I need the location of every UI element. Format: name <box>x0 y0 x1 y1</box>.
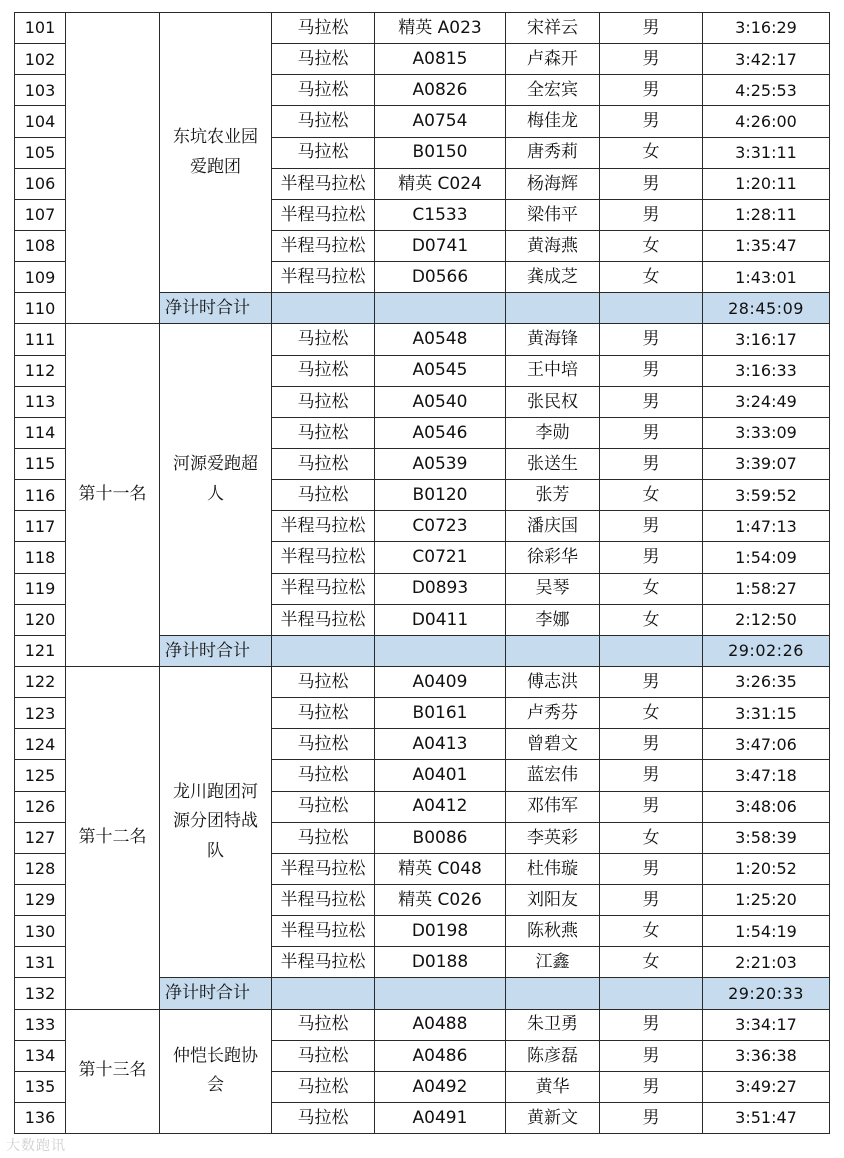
gender-cell: 女 <box>600 230 703 261</box>
runner-name-cell: 全宏宾 <box>506 75 600 106</box>
bib-cell: C1533 <box>375 199 506 230</box>
subtotal-empty-cell <box>506 293 600 324</box>
gender-cell: 男 <box>600 760 703 791</box>
subtotal-label-cell: 净计时合计 <box>160 635 272 666</box>
table-row <box>15 13 830 44</box>
runner-name-cell: 陈秋燕 <box>506 916 600 947</box>
finish-time-cell: 1:28:11 <box>703 199 830 230</box>
gender-cell: 男 <box>600 324 703 355</box>
runner-name-cell: 张送生 <box>506 448 600 479</box>
finish-time-cell: 2:21:03 <box>703 947 830 978</box>
gender-cell: 男 <box>600 199 703 230</box>
finish-time-cell: 2:12:50 <box>703 604 830 635</box>
runner-name-cell: 刘阳友 <box>506 884 600 915</box>
runner-name-cell: 吴琴 <box>506 573 600 604</box>
runner-name-cell: 李英彩 <box>506 822 600 853</box>
finish-time-cell: 3:48:06 <box>703 791 830 822</box>
row-number-cell: 104 <box>15 106 66 137</box>
finish-time-cell: 3:59:52 <box>703 480 830 511</box>
runner-name-cell: 杨海辉 <box>506 168 600 199</box>
runner-name-cell: 邓伟军 <box>506 791 600 822</box>
bib-cell: D0566 <box>375 262 506 293</box>
bib-cell: B0086 <box>375 822 506 853</box>
row-number-cell: 129 <box>15 884 66 915</box>
bib-cell: A0492 <box>375 1071 506 1102</box>
row-number-cell: 113 <box>15 386 66 417</box>
event-cell: 马拉松 <box>272 13 375 44</box>
rank-cell: 第十三名 <box>66 1009 160 1134</box>
finish-time-cell: 3:51:47 <box>703 1102 830 1133</box>
gender-cell: 女 <box>600 262 703 293</box>
event-cell: 马拉松 <box>272 480 375 511</box>
row-number-cell: 103 <box>15 75 66 106</box>
row-number-cell: 110 <box>15 293 66 324</box>
row-number-cell: 121 <box>15 635 66 666</box>
runner-name-cell: 蓝宏伟 <box>506 760 600 791</box>
event-cell: 半程马拉松 <box>272 168 375 199</box>
row-number-cell: 127 <box>15 822 66 853</box>
row-number-cell: 135 <box>15 1071 66 1102</box>
bib-cell: A0486 <box>375 1040 506 1071</box>
bib-cell: 精英 C026 <box>375 884 506 915</box>
gender-cell: 女 <box>600 573 703 604</box>
runner-name-cell: 宋祥云 <box>506 13 600 44</box>
runner-name-cell: 梁伟平 <box>506 199 600 230</box>
event-cell: 马拉松 <box>272 791 375 822</box>
runner-name-cell: 梅佳龙 <box>506 106 600 137</box>
row-number-cell: 114 <box>15 417 66 448</box>
finish-time-cell: 3:26:35 <box>703 666 830 697</box>
event-cell: 半程马拉松 <box>272 542 375 573</box>
row-number-cell: 134 <box>15 1040 66 1071</box>
row-number-cell: 117 <box>15 511 66 542</box>
finish-time-cell: 1:25:20 <box>703 884 830 915</box>
row-number-cell: 109 <box>15 262 66 293</box>
bib-cell: A0826 <box>375 75 506 106</box>
row-number-cell: 128 <box>15 853 66 884</box>
gender-cell: 男 <box>600 666 703 697</box>
runner-name-cell: 潘庆国 <box>506 511 600 542</box>
table-row <box>15 666 830 697</box>
gender-cell: 男 <box>600 853 703 884</box>
row-number-cell: 136 <box>15 1102 66 1133</box>
event-cell: 马拉松 <box>272 760 375 791</box>
bib-cell: B0150 <box>375 137 506 168</box>
finish-time-cell: 3:47:18 <box>703 760 830 791</box>
gender-cell: 男 <box>600 355 703 386</box>
bib-cell: A0488 <box>375 1009 506 1040</box>
table-row <box>15 324 830 355</box>
row-number-cell: 120 <box>15 604 66 635</box>
gender-cell: 女 <box>600 604 703 635</box>
runner-name-cell: 唐秀莉 <box>506 137 600 168</box>
event-cell: 半程马拉松 <box>272 573 375 604</box>
event-cell: 马拉松 <box>272 822 375 853</box>
row-number-cell: 102 <box>15 44 66 75</box>
runner-name-cell: 黄新文 <box>506 1102 600 1133</box>
event-cell: 半程马拉松 <box>272 230 375 261</box>
finish-time-cell: 3:31:15 <box>703 698 830 729</box>
bib-cell: D0198 <box>375 916 506 947</box>
finish-time-cell: 3:39:07 <box>703 448 830 479</box>
subtotal-time-cell: 29:02:26 <box>703 635 830 666</box>
subtotal-empty-cell <box>375 635 506 666</box>
event-cell: 马拉松 <box>272 698 375 729</box>
event-cell: 半程马拉松 <box>272 199 375 230</box>
runner-name-cell: 李勋 <box>506 417 600 448</box>
row-number-cell: 111 <box>15 324 66 355</box>
runner-name-cell: 黄海锋 <box>506 324 600 355</box>
gender-cell: 女 <box>600 137 703 168</box>
row-number-cell: 106 <box>15 168 66 199</box>
team-name-cell: 仲恺长跑协会 <box>160 1009 272 1134</box>
finish-time-cell: 4:25:53 <box>703 75 830 106</box>
gender-cell: 男 <box>600 168 703 199</box>
gender-cell: 男 <box>600 791 703 822</box>
team-name-cell: 龙川跑团河源分团特战队 <box>160 666 272 977</box>
event-cell: 半程马拉松 <box>272 604 375 635</box>
bib-cell: A0413 <box>375 729 506 760</box>
event-cell: 马拉松 <box>272 1009 375 1040</box>
bib-cell: A0545 <box>375 355 506 386</box>
event-cell: 半程马拉松 <box>272 262 375 293</box>
row-number-cell: 123 <box>15 698 66 729</box>
event-cell: 马拉松 <box>272 386 375 417</box>
runner-name-cell: 傅志洪 <box>506 666 600 697</box>
event-cell: 半程马拉松 <box>272 884 375 915</box>
runner-name-cell: 黄海燕 <box>506 230 600 261</box>
event-cell: 马拉松 <box>272 137 375 168</box>
finish-time-cell: 3:16:33 <box>703 355 830 386</box>
finish-time-cell: 3:36:38 <box>703 1040 830 1071</box>
event-cell: 马拉松 <box>272 729 375 760</box>
gender-cell: 男 <box>600 44 703 75</box>
gender-cell: 男 <box>600 511 703 542</box>
gender-cell: 男 <box>600 1102 703 1133</box>
runner-name-cell: 江鑫 <box>506 947 600 978</box>
subtotal-label-cell: 净计时合计 <box>160 978 272 1009</box>
bib-cell: D0893 <box>375 573 506 604</box>
finish-time-cell: 3:42:17 <box>703 44 830 75</box>
row-number-cell: 131 <box>15 947 66 978</box>
row-number-cell: 122 <box>15 666 66 697</box>
row-number-cell: 118 <box>15 542 66 573</box>
event-cell: 半程马拉松 <box>272 947 375 978</box>
event-cell: 半程马拉松 <box>272 916 375 947</box>
bib-cell: A0491 <box>375 1102 506 1133</box>
finish-time-cell: 3:16:17 <box>703 324 830 355</box>
finish-time-cell: 1:35:47 <box>703 230 830 261</box>
subtotal-empty-cell <box>506 978 600 1009</box>
finish-time-cell: 3:33:09 <box>703 417 830 448</box>
rank-cell: 第十一名 <box>66 324 160 667</box>
event-cell: 马拉松 <box>272 324 375 355</box>
subtotal-empty-cell <box>506 635 600 666</box>
finish-time-cell: 1:54:19 <box>703 916 830 947</box>
row-number-cell: 119 <box>15 573 66 604</box>
gender-cell: 男 <box>600 386 703 417</box>
gender-cell: 男 <box>600 729 703 760</box>
bib-cell: A0754 <box>375 106 506 137</box>
gender-cell: 男 <box>600 448 703 479</box>
team-name-cell: 河源爱跑超人 <box>160 324 272 635</box>
event-cell: 半程马拉松 <box>272 511 375 542</box>
event-cell: 马拉松 <box>272 666 375 697</box>
event-cell: 马拉松 <box>272 355 375 386</box>
runner-name-cell: 朱卫勇 <box>506 1009 600 1040</box>
gender-cell: 男 <box>600 884 703 915</box>
subtotal-time-cell: 29:20:33 <box>703 978 830 1009</box>
bib-cell: B0161 <box>375 698 506 729</box>
bib-cell: A0539 <box>375 448 506 479</box>
row-number-cell: 105 <box>15 137 66 168</box>
finish-time-cell: 1:43:01 <box>703 262 830 293</box>
gender-cell: 男 <box>600 417 703 448</box>
subtotal-empty-cell <box>600 978 703 1009</box>
gender-cell: 男 <box>600 106 703 137</box>
row-number-cell: 130 <box>15 916 66 947</box>
event-cell: 马拉松 <box>272 75 375 106</box>
event-cell: 马拉松 <box>272 44 375 75</box>
finish-time-cell: 1:54:09 <box>703 542 830 573</box>
table-row <box>15 1009 830 1040</box>
event-cell: 马拉松 <box>272 1102 375 1133</box>
team-name-cell: 东坑农业园爱跑团 <box>160 13 272 293</box>
gender-cell: 男 <box>600 1009 703 1040</box>
bib-cell: A0548 <box>375 324 506 355</box>
runner-name-cell: 徐彩华 <box>506 542 600 573</box>
bib-cell: 精英 A023 <box>375 13 506 44</box>
runner-name-cell: 龚成芝 <box>506 262 600 293</box>
runner-name-cell: 曾碧文 <box>506 729 600 760</box>
bib-cell: A0815 <box>375 44 506 75</box>
bib-cell: 精英 C024 <box>375 168 506 199</box>
event-cell: 马拉松 <box>272 417 375 448</box>
bib-cell: B0120 <box>375 480 506 511</box>
finish-time-cell: 3:24:49 <box>703 386 830 417</box>
row-number-cell: 125 <box>15 760 66 791</box>
bib-cell: C0723 <box>375 511 506 542</box>
row-number-cell: 107 <box>15 199 66 230</box>
row-number-cell: 124 <box>15 729 66 760</box>
subtotal-empty-cell <box>375 293 506 324</box>
finish-time-cell: 1:20:11 <box>703 168 830 199</box>
runner-name-cell: 张民权 <box>506 386 600 417</box>
subtotal-empty-cell <box>272 978 375 1009</box>
event-cell: 半程马拉松 <box>272 853 375 884</box>
gender-cell: 女 <box>600 947 703 978</box>
finish-time-cell: 1:20:52 <box>703 853 830 884</box>
runner-name-cell: 李娜 <box>506 604 600 635</box>
subtotal-empty-cell <box>375 978 506 1009</box>
rank-cell: 第十二名 <box>66 666 160 1009</box>
bib-cell: A0540 <box>375 386 506 417</box>
bib-cell: A0546 <box>375 417 506 448</box>
gender-cell: 男 <box>600 75 703 106</box>
runner-name-cell: 张芳 <box>506 480 600 511</box>
subtotal-label-cell: 净计时合计 <box>160 293 272 324</box>
subtotal-empty-cell <box>600 293 703 324</box>
runner-name-cell: 卢森开 <box>506 44 600 75</box>
finish-time-cell: 3:16:29 <box>703 13 830 44</box>
gender-cell: 女 <box>600 822 703 853</box>
runner-name-cell: 黄华 <box>506 1071 600 1102</box>
gender-cell: 男 <box>600 1071 703 1102</box>
finish-time-cell: 3:58:39 <box>703 822 830 853</box>
finish-time-cell: 4:26:00 <box>703 106 830 137</box>
bib-cell: C0721 <box>375 542 506 573</box>
subtotal-empty-cell <box>272 635 375 666</box>
gender-cell: 女 <box>600 480 703 511</box>
bib-cell: D0411 <box>375 604 506 635</box>
event-cell: 马拉松 <box>272 1071 375 1102</box>
runner-name-cell: 王中培 <box>506 355 600 386</box>
bib-cell: A0412 <box>375 791 506 822</box>
finish-time-cell: 3:31:11 <box>703 137 830 168</box>
bib-cell: 精英 C048 <box>375 853 506 884</box>
gender-cell: 男 <box>600 542 703 573</box>
row-number-cell: 108 <box>15 230 66 261</box>
row-number-cell: 112 <box>15 355 66 386</box>
bib-cell: D0188 <box>375 947 506 978</box>
finish-time-cell: 3:49:27 <box>703 1071 830 1102</box>
rank-cell <box>66 13 160 324</box>
gender-cell: 女 <box>600 698 703 729</box>
row-number-cell: 126 <box>15 791 66 822</box>
row-number-cell: 132 <box>15 978 66 1009</box>
event-cell: 马拉松 <box>272 1040 375 1071</box>
row-number-cell: 133 <box>15 1009 66 1040</box>
subtotal-empty-cell <box>272 293 375 324</box>
row-number-cell: 116 <box>15 480 66 511</box>
finish-time-cell: 3:47:06 <box>703 729 830 760</box>
row-number-cell: 101 <box>15 13 66 44</box>
finish-time-cell: 3:34:17 <box>703 1009 830 1040</box>
event-cell: 马拉松 <box>272 448 375 479</box>
results-table <box>14 12 830 1134</box>
bib-cell: A0409 <box>375 666 506 697</box>
watermark-text: 大数跑讯 <box>6 1138 66 1154</box>
subtotal-empty-cell <box>600 635 703 666</box>
gender-cell: 男 <box>600 13 703 44</box>
gender-cell: 男 <box>600 1040 703 1071</box>
bib-cell: D0741 <box>375 230 506 261</box>
bib-cell: A0401 <box>375 760 506 791</box>
row-number-cell: 115 <box>15 448 66 479</box>
runner-name-cell: 陈彦磊 <box>506 1040 600 1071</box>
runner-name-cell: 卢秀芬 <box>506 698 600 729</box>
event-cell: 马拉松 <box>272 106 375 137</box>
finish-time-cell: 1:58:27 <box>703 573 830 604</box>
subtotal-time-cell: 28:45:09 <box>703 293 830 324</box>
runner-name-cell: 杜伟璇 <box>506 853 600 884</box>
results-table-body <box>15 13 830 1134</box>
finish-time-cell: 1:47:13 <box>703 511 830 542</box>
gender-cell: 女 <box>600 916 703 947</box>
